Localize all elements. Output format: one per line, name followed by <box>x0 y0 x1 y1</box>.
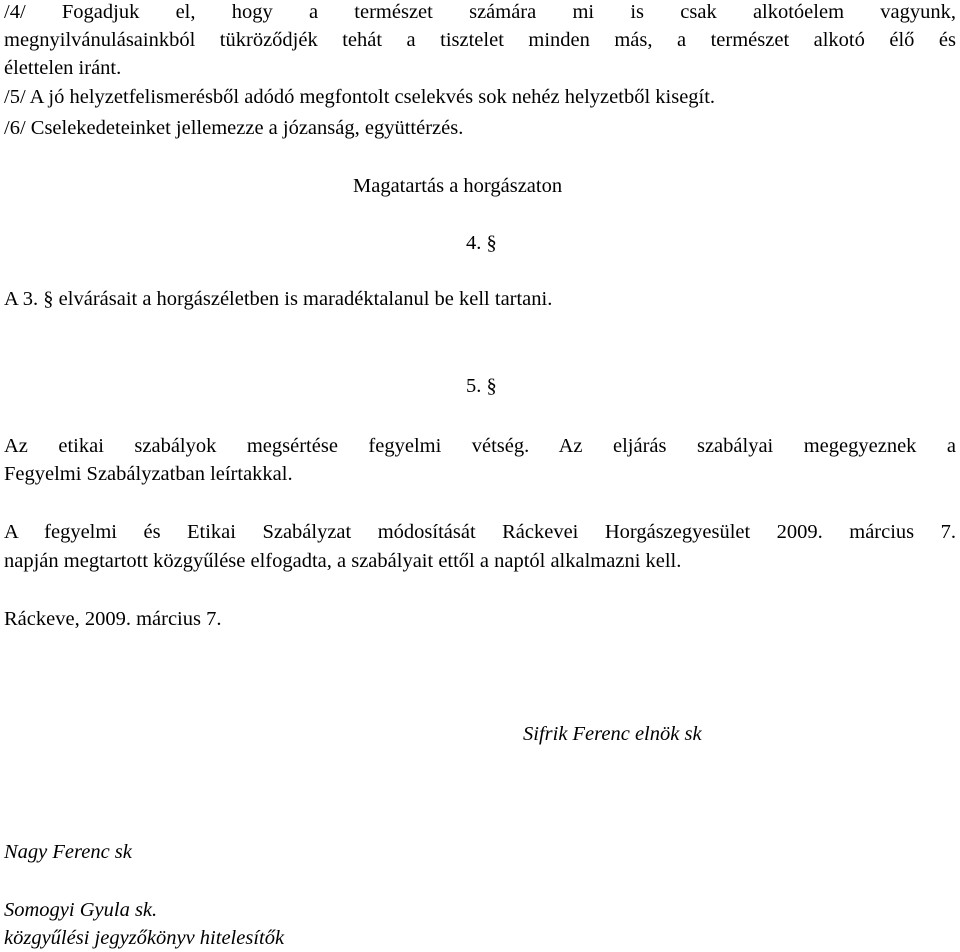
approval-line-1: A fegyelmi és Etikai Szabályzat módosítását Ráckevei Horgászegyesület 2009. március 7. <box>4 521 956 543</box>
signature-president: Sifrik Ferenc elnök sk <box>523 723 702 745</box>
paragraph-4-line-1: /4/ Fogadjuk el, hogy a természet számára mi is csak alkotóelem vagyunk, <box>4 1 956 23</box>
signature-somogyi: Somogyi Gyula sk. <box>4 899 158 921</box>
section-4-heading: 4. § <box>466 232 497 254</box>
section-title: Magatartás a horgászaton <box>353 175 563 197</box>
section-5-heading: 5. § <box>466 375 497 397</box>
paragraph-4-line-2: megnyilvánulásainkból tükröződjék tehát a tisztelet minden más, a természet alkotó élő és <box>4 29 956 51</box>
paragraph-6: /6/ Cselekedeteinket jellemezze a józanság, együttérzés. <box>4 117 464 139</box>
section-4-text: A 3. § elvárásait a horgászéletben is maradéktalanul be kell tartani. <box>4 288 553 310</box>
approval-line-2: napján megtartott közgyűlése elfogadta, a szabályait ettől a naptól alkalmazni kell. <box>4 550 682 572</box>
signature-nagy: Nagy Ferenc sk <box>4 841 132 863</box>
paragraph-4-line-3: élettelen iránt. <box>4 57 122 79</box>
paragraph-5: /5/ A jó helyzetfelismerésből adódó megfontolt cselekvés sok nehéz helyzetből kisegít. <box>4 86 716 108</box>
section-5-line-1: Az etikai szabályok megsértése fegyelmi vétség. Az eljárás szabályai megegyeznek a <box>4 435 956 457</box>
section-5-line-2: Fegyelmi Szabályzatban leírtakkal. <box>4 463 293 485</box>
signature-role: közgyűlési jegyzőkönyv hitelesítők <box>4 927 285 949</box>
place-date: Ráckeve, 2009. március 7. <box>4 608 222 630</box>
